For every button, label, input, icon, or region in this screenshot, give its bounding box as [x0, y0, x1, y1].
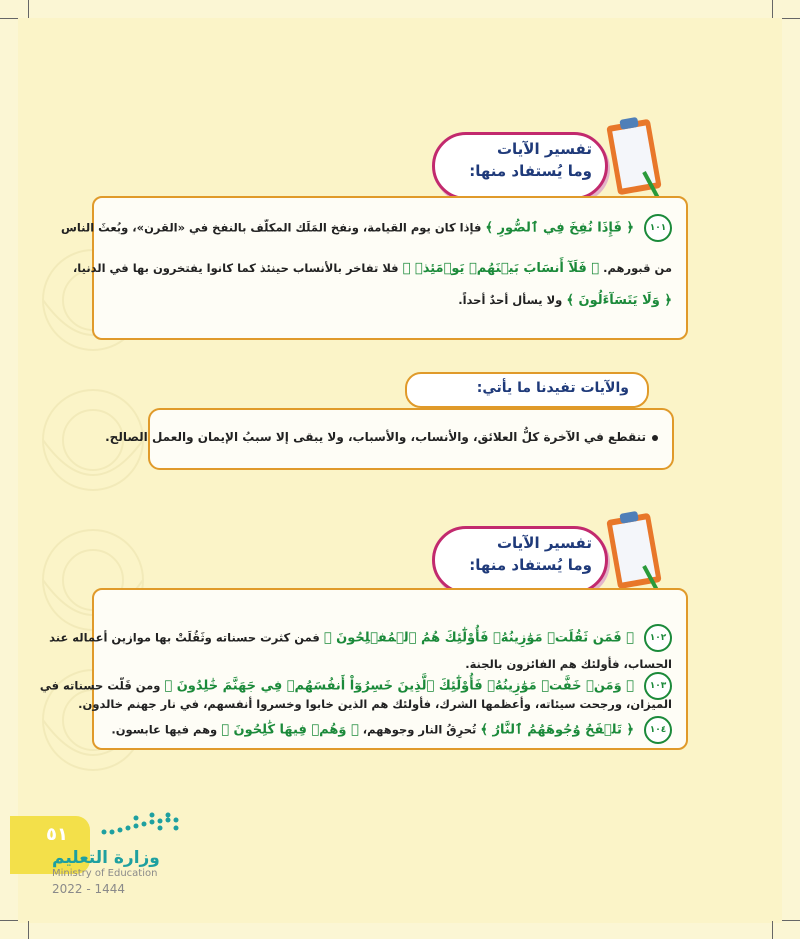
section1-heading — [432, 122, 622, 198]
bullet-icon — [652, 435, 658, 441]
verse-text: ﴿ وَهُمۡ فِيهَا كَٰلِحُونَ ﴾ — [221, 722, 359, 738]
crop-mark — [772, 921, 773, 939]
verse-text: ﴿ فَإِذَا نُفِخَ فِي ٱلصُّورِ ﴾ — [485, 220, 634, 236]
crop-mark — [28, 0, 29, 18]
section2-heading-line1: تفسير الآيات — [496, 534, 592, 552]
explanation-text: فمن كثرت حسناته وثَقُلَتْ بها موازين أعماله عند — [49, 630, 320, 645]
section2-line1 — [49, 624, 672, 652]
verse-number-badge: ١٠٣ — [644, 672, 672, 700]
crop-mark — [28, 921, 29, 939]
ministry-logo-icon — [98, 812, 184, 838]
section2-line5 — [108, 716, 672, 744]
explanation-text: فإذا كان يوم القيامة، ونفخ المَلَك المكلّف بالنفخ في «القرن»، وبُعثَ الناس — [61, 220, 482, 235]
crop-mark — [782, 18, 800, 19]
ministry-name-english: Ministry of Education — [52, 868, 158, 879]
clipboard-icon — [606, 112, 664, 200]
section2-heading — [432, 516, 622, 592]
section1-content — [61, 196, 688, 340]
explanation-text: ولا يسأل أحدٌ أحداً. — [458, 293, 563, 307]
explanation-text: من قبورهم. — [603, 261, 672, 275]
section2-content — [39, 588, 688, 750]
crop-mark — [0, 920, 18, 921]
verse-text: ﴿ فَلَآ أَنسَابَ بَيۡنَهُمۡ يَوۡمَئِذٖ ﴾ — [402, 261, 600, 276]
verse-text: ﴿ وَمَنۡ خَفَّتۡ مَوَٰزِينُهُۥ فَأُوْلَٰٓئِكَ ٱلَّذِينَ خَسِرُوٓاْ أَنفُسَهُمۡ فِي جَهَنَّمَ خَٰلِدُونَ ﴾ — [164, 678, 634, 694]
section2-line4 — [78, 694, 672, 714]
section1-heading-line1: تفسير الآيات — [496, 140, 592, 158]
verse-text: ﴿ فَمَن ثَقُلَتۡ مَوَٰزِينُهُۥ فَأُوْلَٰٓئِكَ هُمُ ٱلۡمُفۡلِحُونَ ﴾ — [323, 630, 634, 646]
explanation-text: الميزان، ورجحت سيئاته، وأعظمها الشرك، فأولئك هم الذين خابوا وخسروا أنفسهم، في نار جهنم خالدون. — [78, 697, 672, 711]
section2-heading-line2: وما يُستفاد منها: — [469, 556, 592, 574]
crop-mark — [772, 0, 773, 18]
page-number: ٥١ — [46, 824, 68, 845]
crop-mark — [0, 18, 18, 19]
verse-number-badge: ١٠١ — [644, 214, 672, 242]
benefits-box — [105, 408, 674, 470]
section1-heading-line2: وما يُستفاد منها: — [469, 162, 592, 180]
verse-text: ﴿ تَلۡفَحُ وُجُوهَهُمُ ٱلنَّارُ ﴾ — [480, 722, 634, 738]
verse-text: ﴿ وَلَا يَتَسَآءَلُونَ ﴾ — [566, 293, 672, 308]
benefit-item — [105, 430, 658, 444]
crop-mark — [782, 920, 800, 921]
verse-number-badge: ١٠٢ — [644, 624, 672, 652]
benefits-heading — [405, 372, 649, 408]
section2-line2 — [108, 654, 672, 674]
section1-line2 — [72, 258, 672, 279]
explanation-text: ومن قَلّت حسناته في — [39, 678, 161, 693]
edition-year: 2022 - 1444 — [52, 882, 126, 896]
ministry-name: وزارة التعليم — [52, 848, 160, 868]
benefits-heading-text: والآيات تفيدنا ما يأتي: — [476, 380, 629, 396]
section1-line3 — [108, 290, 672, 311]
clipboard-icon — [606, 506, 664, 594]
explanation-text: الحساب، فأولئك هم الفائزون بالجنة. — [465, 657, 672, 671]
explanation-text: فلا تفاخر بالأنساب حينئذ كما كانوا يفتخرون بها في الدنيا، — [72, 261, 399, 275]
explanation-text: تُحرِقُ النار وجوههم، — [362, 722, 477, 737]
benefit-item-text: تنقطع في الآخرة كلُّ العلائق، والأنساب، والأسباب، ولا يبقى إلا سببُ الإيمان والعمل الصالح. — [105, 430, 646, 444]
verse-number-badge: ١٠٤ — [644, 716, 672, 744]
explanation-text: وهم فيها عابسون. — [111, 722, 218, 737]
section1-line1 — [61, 214, 672, 242]
